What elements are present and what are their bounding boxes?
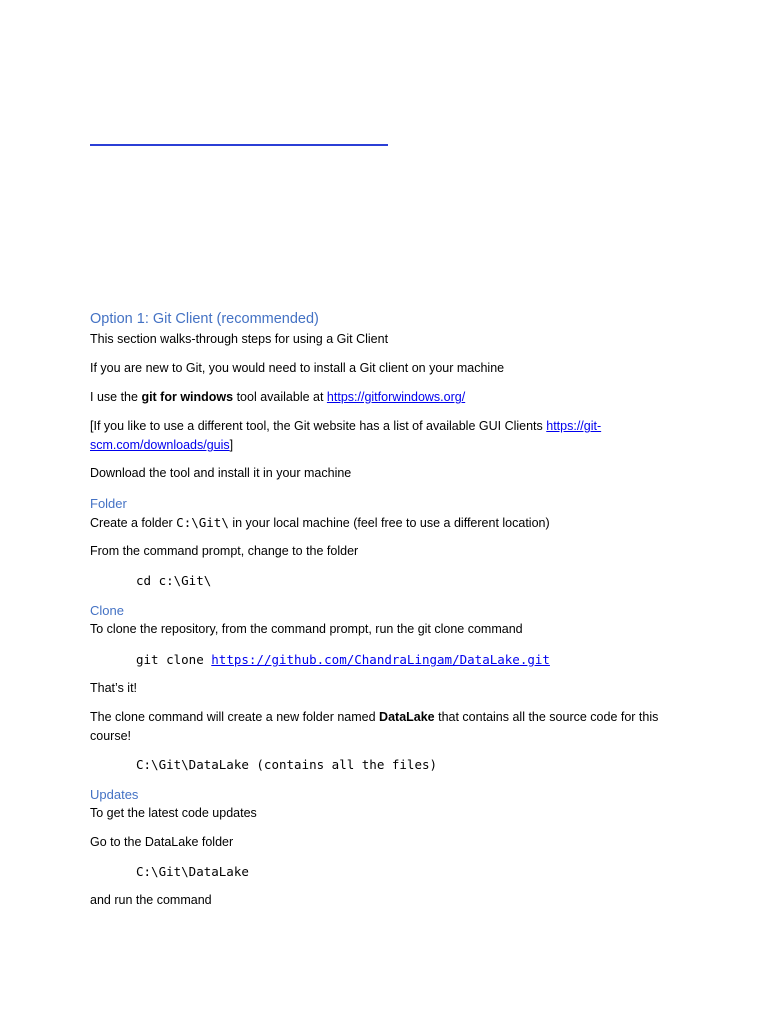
title-underline-rule	[90, 144, 388, 146]
datalake-path-code: C:\Git\DataLake (contains all the files)	[136, 757, 438, 772]
git-clone-command-code	[136, 650, 550, 669]
cd-command-code: cd c:\Git\	[136, 573, 212, 588]
folder-path-code: C:\Git\	[176, 515, 229, 530]
section-heading: Option 1: Git Client (recommended)	[90, 311, 319, 327]
result-prefix: The clone command will create a new folder named	[90, 710, 380, 724]
different-tool-paragraph	[90, 417, 620, 455]
repository-link[interactable]: https://github.com/ChandraLingam/DataLake.git	[211, 652, 550, 667]
thats-it-paragraph: That’s it!	[90, 681, 138, 695]
gitforwindows-link[interactable]: https://gitforwindows.org/	[326, 390, 466, 404]
create-suffix: in your local machine (feel free to use a different location)	[228, 516, 550, 530]
updates-intro-paragraph: To get the latest code updates	[90, 806, 257, 820]
use-prefix: I use the	[90, 390, 142, 404]
result-bold: DataLake	[379, 710, 435, 724]
clone-instruction-paragraph: To clone the repository, from the command prompt, run the git clone command	[90, 622, 523, 636]
clone-heading: Clone	[90, 603, 124, 618]
intro-paragraph: This section walks-through steps for using a Git Client	[90, 332, 389, 346]
change-folder-paragraph: From the command prompt, change to the folder	[90, 544, 359, 558]
use-bold: git for windows	[141, 390, 234, 404]
git-scm-guis-link[interactable]: https://git-scm.com/downloads/guis	[90, 419, 602, 452]
use-middle: tool available at	[233, 390, 327, 404]
git-clone-prefix: git clone	[136, 652, 212, 667]
updates-path-code: C:\Git\DataLake	[136, 864, 249, 879]
folder-heading: Folder	[90, 496, 127, 511]
run-command-paragraph: and run the command	[90, 893, 212, 907]
create-prefix: Create a folder	[90, 516, 177, 530]
use-tool-paragraph	[90, 388, 676, 407]
different-suffix: ]	[229, 438, 234, 452]
goto-folder-paragraph: Go to the DataLake folder	[90, 835, 234, 849]
updates-heading: Updates	[90, 787, 139, 802]
clone-result-paragraph	[90, 708, 680, 746]
download-paragraph: Download the tool and install it in your machine	[90, 466, 352, 480]
result-suffix: that contains all the source code for this course!	[90, 710, 659, 743]
new-to-git-paragraph: If you are new to Git, you would need to install a Git client on your machine	[90, 361, 505, 375]
create-folder-paragraph	[90, 513, 676, 533]
different-prefix: [If you like to use a different tool, the Git website has a list of available GUI Clients	[90, 419, 547, 433]
